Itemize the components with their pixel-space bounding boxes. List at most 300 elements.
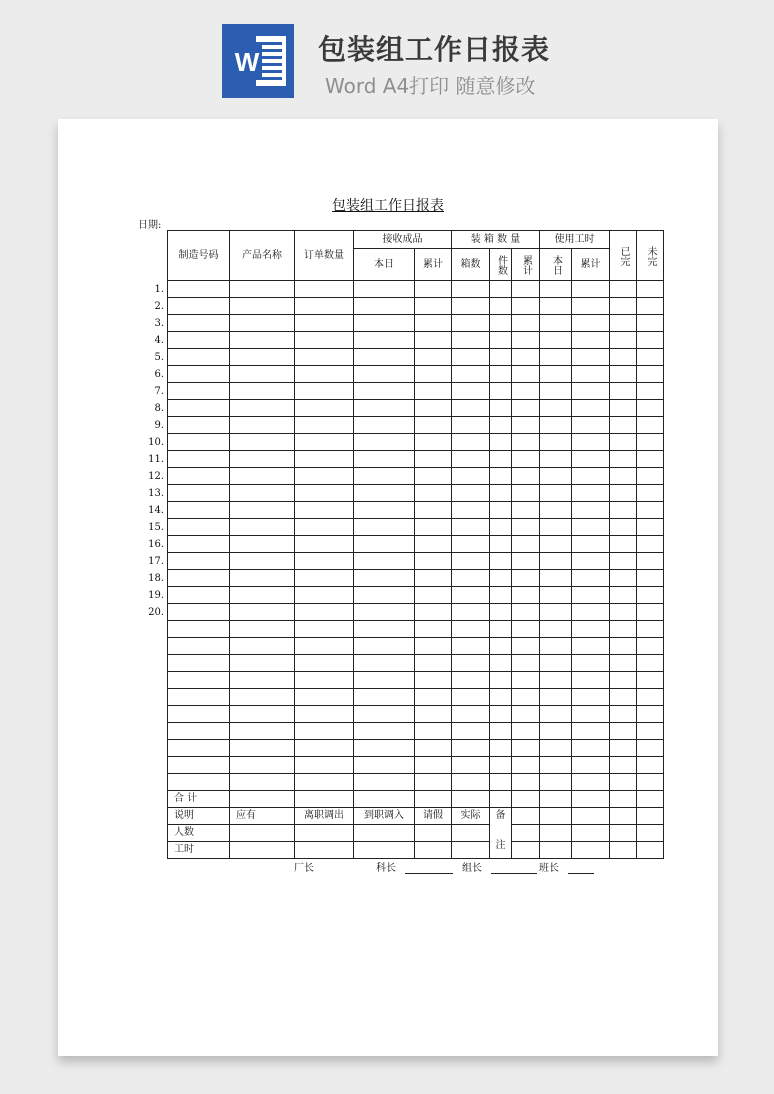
cell[interactable] xyxy=(637,791,664,808)
table-cell[interactable] xyxy=(168,468,230,485)
table-cell[interactable] xyxy=(354,757,415,774)
table-cell[interactable] xyxy=(354,417,415,434)
cell[interactable] xyxy=(540,791,572,808)
table-cell[interactable] xyxy=(572,332,610,349)
cell[interactable] xyxy=(610,842,637,859)
table-cell[interactable] xyxy=(540,774,572,791)
table-cell[interactable] xyxy=(230,604,295,621)
table-cell[interactable] xyxy=(354,655,415,672)
table-cell[interactable] xyxy=(230,349,295,366)
table-cell[interactable] xyxy=(637,332,664,349)
table-cell[interactable] xyxy=(637,689,664,706)
table-cell[interactable] xyxy=(512,553,540,570)
table-cell[interactable] xyxy=(572,315,610,332)
table-cell[interactable] xyxy=(230,655,295,672)
table-cell[interactable] xyxy=(354,366,415,383)
table-cell[interactable] xyxy=(512,689,540,706)
table-cell[interactable] xyxy=(540,638,572,655)
table-cell[interactable] xyxy=(230,383,295,400)
table-cell[interactable] xyxy=(610,621,637,638)
table-cell[interactable] xyxy=(637,536,664,553)
table-cell[interactable] xyxy=(354,570,415,587)
table-cell[interactable] xyxy=(490,536,512,553)
cell[interactable] xyxy=(415,791,452,808)
table-cell[interactable] xyxy=(610,485,637,502)
table-cell[interactable] xyxy=(415,553,452,570)
table-cell[interactable] xyxy=(610,332,637,349)
cell[interactable] xyxy=(512,808,540,825)
table-cell[interactable] xyxy=(610,672,637,689)
table-cell[interactable] xyxy=(540,332,572,349)
table-cell[interactable] xyxy=(168,740,230,757)
table-cell[interactable] xyxy=(354,332,415,349)
table-cell[interactable] xyxy=(512,298,540,315)
table-cell[interactable] xyxy=(490,655,512,672)
table-cell[interactable] xyxy=(512,315,540,332)
table-cell[interactable] xyxy=(572,638,610,655)
table-cell[interactable] xyxy=(490,553,512,570)
table-cell[interactable] xyxy=(512,621,540,638)
table-cell[interactable] xyxy=(354,672,415,689)
table-cell[interactable] xyxy=(452,366,490,383)
table-cell[interactable] xyxy=(415,774,452,791)
table-cell[interactable] xyxy=(540,434,572,451)
table-cell[interactable] xyxy=(452,706,490,723)
table-cell[interactable] xyxy=(637,315,664,332)
table-cell[interactable] xyxy=(168,315,230,332)
table-cell[interactable] xyxy=(415,587,452,604)
table-cell[interactable] xyxy=(295,417,354,434)
table-cell[interactable] xyxy=(168,655,230,672)
table-cell[interactable] xyxy=(610,366,637,383)
table-cell[interactable] xyxy=(610,587,637,604)
group-head-sign-line[interactable] xyxy=(491,861,537,874)
table-cell[interactable] xyxy=(354,689,415,706)
cell[interactable] xyxy=(490,791,512,808)
table-cell[interactable] xyxy=(540,706,572,723)
table-cell[interactable] xyxy=(637,451,664,468)
table-cell[interactable] xyxy=(415,706,452,723)
table-cell[interactable] xyxy=(490,298,512,315)
table-cell[interactable] xyxy=(354,468,415,485)
table-cell[interactable] xyxy=(490,519,512,536)
table-cell[interactable] xyxy=(610,281,637,298)
table-cell[interactable] xyxy=(610,706,637,723)
table-cell[interactable] xyxy=(490,434,512,451)
table-cell[interactable] xyxy=(610,689,637,706)
table-cell[interactable] xyxy=(490,281,512,298)
table-cell[interactable] xyxy=(512,587,540,604)
table-cell[interactable] xyxy=(452,570,490,587)
table-cell[interactable] xyxy=(230,740,295,757)
table-cell[interactable] xyxy=(610,417,637,434)
table-cell[interactable] xyxy=(540,298,572,315)
table-cell[interactable] xyxy=(415,689,452,706)
table-cell[interactable] xyxy=(490,332,512,349)
table-cell[interactable] xyxy=(415,417,452,434)
table-cell[interactable] xyxy=(415,757,452,774)
table-cell[interactable] xyxy=(637,740,664,757)
table-cell[interactable] xyxy=(452,604,490,621)
table-cell[interactable] xyxy=(295,672,354,689)
table-cell[interactable] xyxy=(540,570,572,587)
table-cell[interactable] xyxy=(230,468,295,485)
cell[interactable] xyxy=(540,825,572,842)
table-cell[interactable] xyxy=(295,315,354,332)
cell[interactable] xyxy=(230,825,295,842)
table-cell[interactable] xyxy=(540,366,572,383)
cell[interactable] xyxy=(452,791,490,808)
table-cell[interactable] xyxy=(637,757,664,774)
table-cell[interactable] xyxy=(295,298,354,315)
table-cell[interactable] xyxy=(637,434,664,451)
cell[interactable] xyxy=(415,842,452,859)
table-cell[interactable] xyxy=(572,485,610,502)
table-cell[interactable] xyxy=(610,298,637,315)
cell[interactable] xyxy=(354,791,415,808)
table-cell[interactable] xyxy=(168,570,230,587)
cell[interactable] xyxy=(354,842,415,859)
table-cell[interactable] xyxy=(354,774,415,791)
table-cell[interactable] xyxy=(540,315,572,332)
table-cell[interactable] xyxy=(610,757,637,774)
cell[interactable] xyxy=(572,791,610,808)
table-cell[interactable] xyxy=(637,502,664,519)
table-cell[interactable] xyxy=(230,570,295,587)
cell[interactable] xyxy=(540,808,572,825)
table-cell[interactable] xyxy=(610,349,637,366)
table-cell[interactable] xyxy=(540,502,572,519)
table-cell[interactable] xyxy=(637,468,664,485)
table-cell[interactable] xyxy=(637,638,664,655)
table-cell[interactable] xyxy=(168,587,230,604)
table-cell[interactable] xyxy=(572,587,610,604)
table-cell[interactable] xyxy=(540,417,572,434)
table-cell[interactable] xyxy=(490,451,512,468)
table-cell[interactable] xyxy=(415,519,452,536)
table-cell[interactable] xyxy=(354,740,415,757)
table-cell[interactable] xyxy=(572,502,610,519)
table-cell[interactable] xyxy=(572,298,610,315)
table-cell[interactable] xyxy=(230,366,295,383)
table-cell[interactable] xyxy=(415,536,452,553)
table-cell[interactable] xyxy=(637,417,664,434)
table-cell[interactable] xyxy=(637,621,664,638)
table-cell[interactable] xyxy=(354,315,415,332)
table-cell[interactable] xyxy=(512,570,540,587)
table-cell[interactable] xyxy=(610,400,637,417)
cell[interactable] xyxy=(572,808,610,825)
table-cell[interactable] xyxy=(452,740,490,757)
table-cell[interactable] xyxy=(354,553,415,570)
table-cell[interactable] xyxy=(354,383,415,400)
table-cell[interactable] xyxy=(230,519,295,536)
table-cell[interactable] xyxy=(452,655,490,672)
table-cell[interactable] xyxy=(572,774,610,791)
table-cell[interactable] xyxy=(168,757,230,774)
table-cell[interactable] xyxy=(452,587,490,604)
table-cell[interactable] xyxy=(490,757,512,774)
table-cell[interactable] xyxy=(572,400,610,417)
table-cell[interactable] xyxy=(295,366,354,383)
table-cell[interactable] xyxy=(168,298,230,315)
table-cell[interactable] xyxy=(415,723,452,740)
cell[interactable] xyxy=(295,825,354,842)
table-cell[interactable] xyxy=(540,723,572,740)
table-cell[interactable] xyxy=(452,536,490,553)
table-cell[interactable] xyxy=(230,281,295,298)
table-cell[interactable] xyxy=(295,400,354,417)
table-cell[interactable] xyxy=(512,366,540,383)
table-cell[interactable] xyxy=(540,757,572,774)
table-cell[interactable] xyxy=(452,349,490,366)
table-cell[interactable] xyxy=(637,281,664,298)
table-cell[interactable] xyxy=(354,502,415,519)
table-cell[interactable] xyxy=(452,332,490,349)
table-cell[interactable] xyxy=(295,689,354,706)
cell[interactable] xyxy=(295,842,354,859)
table-cell[interactable] xyxy=(295,570,354,587)
cell[interactable] xyxy=(512,842,540,859)
table-cell[interactable] xyxy=(572,366,610,383)
table-cell[interactable] xyxy=(452,315,490,332)
table-cell[interactable] xyxy=(637,706,664,723)
table-cell[interactable] xyxy=(637,774,664,791)
table-cell[interactable] xyxy=(540,740,572,757)
table-cell[interactable] xyxy=(572,570,610,587)
table-cell[interactable] xyxy=(415,281,452,298)
table-cell[interactable] xyxy=(230,502,295,519)
table-cell[interactable] xyxy=(415,621,452,638)
table-cell[interactable] xyxy=(168,638,230,655)
table-cell[interactable] xyxy=(610,451,637,468)
cell[interactable] xyxy=(572,825,610,842)
table-cell[interactable] xyxy=(490,723,512,740)
table-cell[interactable] xyxy=(512,536,540,553)
table-cell[interactable] xyxy=(415,502,452,519)
table-cell[interactable] xyxy=(512,706,540,723)
cell[interactable] xyxy=(610,808,637,825)
table-cell[interactable] xyxy=(452,485,490,502)
table-cell[interactable] xyxy=(512,604,540,621)
table-cell[interactable] xyxy=(230,332,295,349)
table-cell[interactable] xyxy=(168,417,230,434)
table-cell[interactable] xyxy=(452,468,490,485)
table-cell[interactable] xyxy=(452,757,490,774)
table-cell[interactable] xyxy=(490,570,512,587)
table-cell[interactable] xyxy=(512,774,540,791)
table-cell[interactable] xyxy=(295,332,354,349)
table-cell[interactable] xyxy=(637,349,664,366)
table-cell[interactable] xyxy=(230,417,295,434)
table-cell[interactable] xyxy=(295,485,354,502)
table-cell[interactable] xyxy=(572,672,610,689)
table-cell[interactable] xyxy=(452,672,490,689)
table-cell[interactable] xyxy=(512,332,540,349)
table-cell[interactable] xyxy=(637,655,664,672)
table-cell[interactable] xyxy=(168,349,230,366)
table-cell[interactable] xyxy=(572,536,610,553)
table-cell[interactable] xyxy=(230,706,295,723)
table-cell[interactable] xyxy=(230,451,295,468)
table-cell[interactable] xyxy=(354,638,415,655)
table-cell[interactable] xyxy=(230,689,295,706)
table-cell[interactable] xyxy=(572,349,610,366)
table-cell[interactable] xyxy=(540,604,572,621)
table-cell[interactable] xyxy=(540,451,572,468)
table-cell[interactable] xyxy=(295,451,354,468)
table-cell[interactable] xyxy=(295,536,354,553)
table-cell[interactable] xyxy=(512,723,540,740)
table-cell[interactable] xyxy=(415,332,452,349)
section-head-sign-line[interactable] xyxy=(405,861,453,874)
table-cell[interactable] xyxy=(512,281,540,298)
table-cell[interactable] xyxy=(168,553,230,570)
table-cell[interactable] xyxy=(490,349,512,366)
table-cell[interactable] xyxy=(610,315,637,332)
table-cell[interactable] xyxy=(572,757,610,774)
table-cell[interactable] xyxy=(512,400,540,417)
table-cell[interactable] xyxy=(415,468,452,485)
table-cell[interactable] xyxy=(295,468,354,485)
table-cell[interactable] xyxy=(354,604,415,621)
table-cell[interactable] xyxy=(354,723,415,740)
cell[interactable] xyxy=(637,825,664,842)
table-cell[interactable] xyxy=(512,451,540,468)
table-cell[interactable] xyxy=(230,587,295,604)
table-cell[interactable] xyxy=(415,400,452,417)
table-cell[interactable] xyxy=(490,417,512,434)
table-cell[interactable] xyxy=(540,621,572,638)
table-cell[interactable] xyxy=(572,451,610,468)
table-cell[interactable] xyxy=(452,383,490,400)
table-cell[interactable] xyxy=(610,502,637,519)
table-cell[interactable] xyxy=(637,604,664,621)
table-cell[interactable] xyxy=(572,689,610,706)
table-cell[interactable] xyxy=(415,485,452,502)
table-cell[interactable] xyxy=(637,519,664,536)
table-cell[interactable] xyxy=(415,383,452,400)
table-cell[interactable] xyxy=(230,536,295,553)
table-cell[interactable] xyxy=(540,383,572,400)
table-cell[interactable] xyxy=(415,604,452,621)
table-cell[interactable] xyxy=(490,315,512,332)
table-cell[interactable] xyxy=(168,723,230,740)
table-cell[interactable] xyxy=(637,587,664,604)
table-cell[interactable] xyxy=(230,621,295,638)
table-cell[interactable] xyxy=(354,587,415,604)
table-cell[interactable] xyxy=(295,281,354,298)
table-cell[interactable] xyxy=(512,740,540,757)
table-cell[interactable] xyxy=(230,638,295,655)
table-cell[interactable] xyxy=(572,281,610,298)
table-cell[interactable] xyxy=(295,706,354,723)
table-cell[interactable] xyxy=(295,774,354,791)
table-cell[interactable] xyxy=(354,349,415,366)
table-cell[interactable] xyxy=(168,502,230,519)
table-cell[interactable] xyxy=(452,502,490,519)
table-cell[interactable] xyxy=(230,298,295,315)
table-cell[interactable] xyxy=(354,519,415,536)
table-cell[interactable] xyxy=(572,621,610,638)
table-cell[interactable] xyxy=(572,417,610,434)
cell[interactable] xyxy=(610,791,637,808)
table-cell[interactable] xyxy=(230,757,295,774)
table-cell[interactable] xyxy=(295,621,354,638)
cell[interactable] xyxy=(354,825,415,842)
table-cell[interactable] xyxy=(610,655,637,672)
table-cell[interactable] xyxy=(415,298,452,315)
table-cell[interactable] xyxy=(540,655,572,672)
table-cell[interactable] xyxy=(168,366,230,383)
table-cell[interactable] xyxy=(295,434,354,451)
table-cell[interactable] xyxy=(415,638,452,655)
table-cell[interactable] xyxy=(610,519,637,536)
table-cell[interactable] xyxy=(637,366,664,383)
table-cell[interactable] xyxy=(540,553,572,570)
table-cell[interactable] xyxy=(512,468,540,485)
table-cell[interactable] xyxy=(415,570,452,587)
table-cell[interactable] xyxy=(452,689,490,706)
cell[interactable] xyxy=(452,842,490,859)
table-cell[interactable] xyxy=(168,774,230,791)
cell[interactable] xyxy=(512,791,540,808)
table-cell[interactable] xyxy=(354,298,415,315)
table-cell[interactable] xyxy=(540,536,572,553)
table-cell[interactable] xyxy=(295,757,354,774)
table-cell[interactable] xyxy=(415,349,452,366)
table-cell[interactable] xyxy=(295,740,354,757)
table-cell[interactable] xyxy=(452,400,490,417)
table-cell[interactable] xyxy=(490,383,512,400)
cell[interactable] xyxy=(415,825,452,842)
table-cell[interactable] xyxy=(572,553,610,570)
table-cell[interactable] xyxy=(295,604,354,621)
table-cell[interactable] xyxy=(540,281,572,298)
table-cell[interactable] xyxy=(512,434,540,451)
table-cell[interactable] xyxy=(415,366,452,383)
table-cell[interactable] xyxy=(415,740,452,757)
table-cell[interactable] xyxy=(512,672,540,689)
cell[interactable] xyxy=(572,842,610,859)
table-cell[interactable] xyxy=(168,689,230,706)
table-cell[interactable] xyxy=(512,757,540,774)
table-cell[interactable] xyxy=(230,485,295,502)
cell[interactable] xyxy=(452,825,490,842)
table-cell[interactable] xyxy=(512,502,540,519)
table-cell[interactable] xyxy=(637,400,664,417)
table-cell[interactable] xyxy=(415,434,452,451)
table-cell[interactable] xyxy=(295,638,354,655)
table-cell[interactable] xyxy=(295,553,354,570)
table-cell[interactable] xyxy=(637,485,664,502)
table-cell[interactable] xyxy=(168,604,230,621)
table-cell[interactable] xyxy=(490,638,512,655)
cell[interactable] xyxy=(295,791,354,808)
table-cell[interactable] xyxy=(637,570,664,587)
table-cell[interactable] xyxy=(610,774,637,791)
table-cell[interactable] xyxy=(610,638,637,655)
table-cell[interactable] xyxy=(490,587,512,604)
table-cell[interactable] xyxy=(490,774,512,791)
cell[interactable] xyxy=(512,825,540,842)
table-cell[interactable] xyxy=(354,706,415,723)
table-cell[interactable] xyxy=(230,315,295,332)
table-cell[interactable] xyxy=(168,621,230,638)
table-cell[interactable] xyxy=(354,451,415,468)
table-cell[interactable] xyxy=(512,383,540,400)
table-cell[interactable] xyxy=(540,468,572,485)
